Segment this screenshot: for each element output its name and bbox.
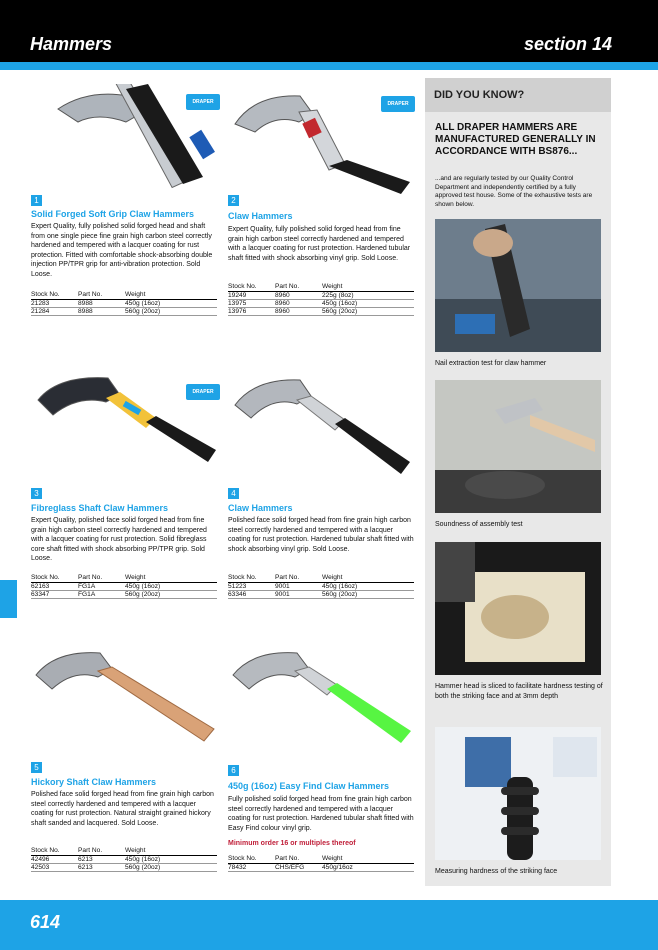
product-number: 2	[228, 195, 239, 206]
photo-caption: Soundness of assembly test	[435, 521, 523, 528]
stock-table	[31, 290, 217, 316]
table-row: 21284 8988 560g (20oz)	[31, 308, 217, 316]
header-stripe	[0, 62, 658, 70]
page-title: Hammers	[30, 34, 113, 54]
table-row: 62163 FG1A 450g (16oz)	[31, 583, 217, 591]
product-title: Solid Forged Soft Grip Claw Hammers	[31, 209, 195, 219]
product-description: Expert Quality, polished face solid forged head from fine grain high carbon steel correctly hardened and tempered with a lacquer coating for rust protection. Solid fibreglass core shaft fitted with shock absorbing PP/TPR grip. Sold Loose.	[31, 517, 207, 562]
claw-hammer-image	[225, 370, 415, 480]
standards-statement: ALL DRAPER HAMMERS ARE MANUFACTURED GENERALLY IN ACCORDANCE WITH BS876...	[435, 122, 596, 157]
product-description: Polished face solid forged head from fine grain high carbon steel correctly hardened and tempered with a lacquer coating for rust protection. Natural straight grained hickory shaft sanded and lacquered. Sold Loose.	[31, 791, 214, 827]
hardness-slice-photo	[435, 542, 601, 675]
did-you-know-panel	[425, 78, 611, 886]
table-row: 19249 8960 225g (8oz)	[228, 292, 414, 300]
product-description: Expert Quality, fully polished solid forged head and shaft from one single piece fine grain high carbon steel correctly hardened and tempered with a lacquer coating for rust protection. Fitted with comfortable shock-absorbing double injection PP/TPR grip for anti-vibration protection. Sold Loose.	[31, 223, 213, 278]
product-number: 4	[228, 488, 239, 499]
draper-badge: DRAPER	[186, 94, 220, 110]
product-number: 3	[31, 488, 42, 499]
product-description: Expert Quality, fully polished solid forged head from fine grain high carbon steel correctly hardened and tempered with a lacquer coating for rust protection. Hardened tubular shaft fitted with shock absorbing vinyl grip. Sold Loose.	[228, 226, 411, 262]
table-row: 63346 9001 560g (20oz)	[228, 591, 414, 599]
hickory-hammer-image	[28, 645, 218, 755]
col-stock: Stock No.	[31, 290, 78, 300]
stock-table: Stock No. Part No. Weight 78432 CHS/EFG 450g/16oz	[228, 854, 414, 872]
product-title: Hickory Shaft Claw Hammers	[31, 777, 157, 787]
col-part: Part No.	[78, 290, 125, 300]
testing-intro: ...and are regularly tested by our Quality Control Department and independently certified by a fully approved test house. Some of the exhaustive tests are shown below.	[435, 175, 593, 208]
nail-extraction-photo	[435, 219, 601, 352]
product-title: Claw Hammers	[228, 211, 293, 221]
product-description: Fully polished solid forged head from fine grain high carbon steel correctly hardened and tempered with a lacquer coating for rust protection. Hardened tubular shaft fitted with Easy Find colour vinyl grip.	[228, 796, 414, 832]
assembly-test-photo	[435, 380, 601, 513]
page-footer	[0, 900, 658, 950]
did-you-know-header	[425, 78, 611, 112]
page-number: 614	[30, 912, 61, 932]
photo-caption: Measuring hardness of the striking face	[435, 868, 558, 875]
draper-badge: DRAPER	[381, 96, 415, 112]
product-title: Fibreglass Shaft Claw Hammers	[31, 503, 169, 513]
product-title: Claw Hammers	[228, 503, 293, 513]
table-row: 63347 FG1A 560g (20oz)	[31, 591, 217, 599]
table-row: 21283 8988 450g (16oz)	[31, 300, 217, 308]
table-row: 78432 CHS/EFG 450g/16oz	[228, 864, 414, 872]
photo-caption: Hammer head is sliced to facilitate hardness testing of both the striking face and at 3mm depth	[435, 683, 603, 700]
stock-table: Stock No. Part No. Weight 51223 9001 450g (16oz) 63346 9001 560g (20oz)	[228, 573, 414, 599]
table-row: 42496 6213 450g (16oz)	[31, 856, 217, 864]
section-tab	[0, 580, 17, 618]
section-label: section 14	[523, 34, 612, 54]
easy-find-hammer-image	[225, 645, 415, 755]
minimum-order-note: Minimum order 16 or multiples thereof	[228, 840, 356, 847]
photo-caption: Nail extraction test for claw hammer	[435, 360, 547, 367]
draper-badge: DRAPER	[186, 384, 220, 400]
product-description: Polished face solid forged head from fine grain high carbon steel correctly hardened and tempered with a lacquer coating for rust protection. Hardened tubular shaft fitted with shock absorbing vinyl grip. Sold Loose.	[228, 517, 414, 553]
table-row: 13976 8960 560g (20oz)	[228, 308, 414, 316]
hardness-measure-photo	[435, 727, 601, 860]
product-number: 6	[228, 765, 239, 776]
page-header	[0, 0, 658, 62]
col-weight: Weight	[125, 290, 217, 300]
stock-table: Stock No. Part No. Weight 62163 FG1A 450g (16oz) 63347 FG1A 560g (20oz)	[31, 573, 217, 599]
product-number: 5	[31, 762, 42, 773]
product-title: 450g (16oz) Easy Find Claw Hammers	[228, 781, 390, 791]
stock-table: Stock No. Part No. Weight 42496 6213 450g (16oz) 42503 6213 560g (20oz)	[31, 846, 217, 872]
stock-table: Stock No. Part No. Weight 19249 8960 225g (8oz) 13975 8960 450g (16oz) 13976 8960 560g (20oz)	[228, 282, 414, 316]
table-row: 13975 8960 450g (16oz)	[228, 300, 414, 308]
table-row: 42503 6213 560g (20oz)	[31, 864, 217, 872]
did-you-know-heading: DID YOU KNOW?	[434, 89, 525, 101]
product-number: 1	[31, 195, 42, 206]
table-row: 51223 9001 450g (16oz)	[228, 583, 414, 591]
